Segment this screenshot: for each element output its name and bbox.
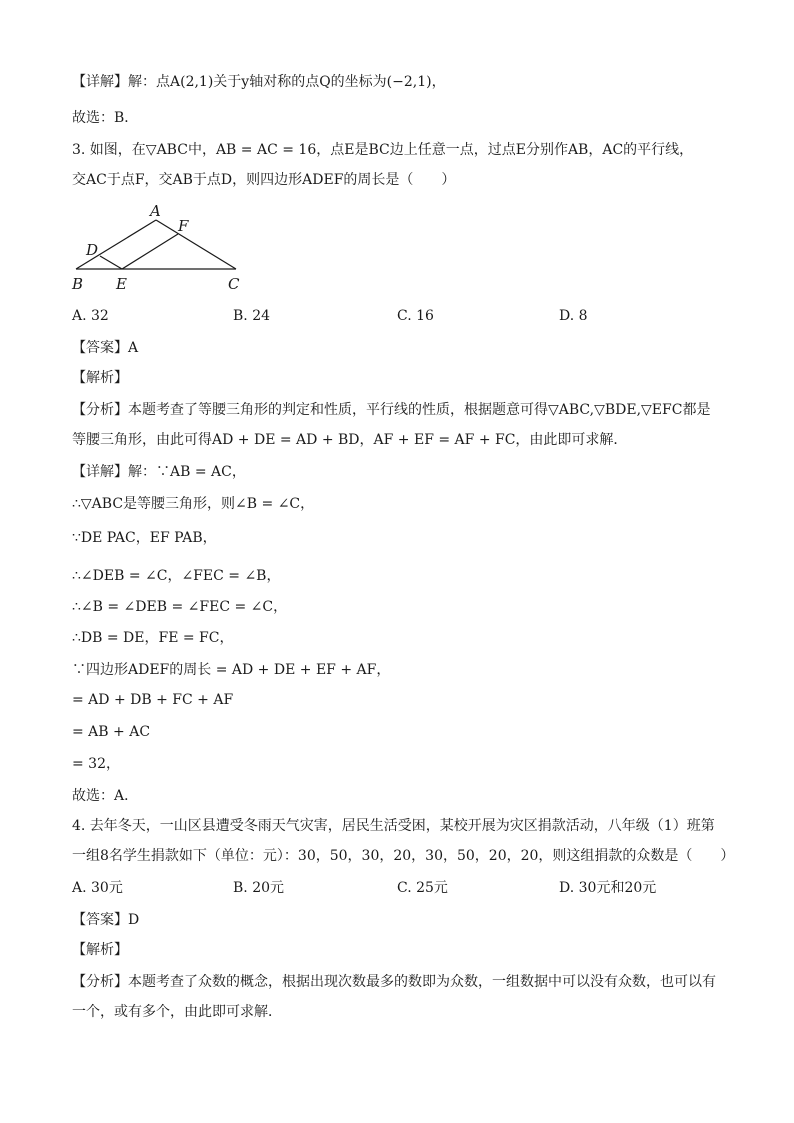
label-c: C [228,275,240,293]
question-3-options [72,306,732,326]
analysis-line-2-q4: 一个，或有多个，由此即可求解． [72,1004,282,1020]
segment-de [100,256,122,269]
option-c: C. 25元 [397,880,448,896]
answer-label-q3: 【答案】A [72,340,139,356]
detail-step-8: = AD + DB + FC + AF [72,692,234,708]
option-d: D. 8 [559,308,588,324]
question-3-line-1: 3. 如图，在▽ABC中，AB = AC = 16，点E是BC边上任意一点，过点E分别作AB，AC的平行线， [72,142,694,158]
triangle-figure [68,201,258,293]
question-3-line-2: 交AC于点F，交AB于点D，则四边形ADEF的周长是（ ） [72,172,456,188]
option-a: A. 30元 [72,880,123,896]
analysis-line-1-q4: 【分析】本题考查了众数的概念，根据出现次数最多的数即为众数，一组数据中可以没有众数，也可以有 [72,974,716,990]
analysis-line-1-q3: 【分析】本题考查了等腰三角形的判定和性质，平行线的性质，根据题意可得▽ABC,▽BDE,▽EFC都是 [72,402,711,418]
answer-choice-q3: 故选：A． [72,788,139,804]
detail-step-1: 【详解】解：∵AB = AC， [72,464,246,480]
option-a: A. 32 [72,308,109,324]
option-b: B. 24 [233,308,271,324]
answer-choice-q2: 故选：B． [72,110,139,126]
question-4-options [72,878,732,898]
option-d: D. 30元和20元 [559,880,657,896]
detail-step-5: ∴∠B = ∠DEB = ∠FEC = ∠C， [72,599,288,615]
detail-line-q2: 【详解】解：点A(2,1)关于y轴对称的点Q的坐标为(−2,1)， [72,74,446,90]
segment-ac [156,220,236,269]
analysis-line-2-q3: 等腰三角形，由此可得AD + DE = AD + BD，AF + EF = AF + FC，由此即可求解． [72,432,628,448]
detail-step-3: ∵DE PAC，EF PAB， [72,530,217,546]
detail-step-2: ∴▽ABC是等腰三角形，则∠B = ∠C， [72,496,315,512]
option-b: B. 20元 [233,880,285,896]
question-4-line-2: 一组8名学生捐款如下（单位：元）：30，50，30，20，30，50，20，20，则这组捐款的众数是（ ） [72,848,735,864]
answer-label-q4: 【答案】D [72,912,140,928]
detail-step-7: ∵四边形ADEF的周长 = AD + DE + EF + AF， [72,662,391,678]
option-c: C. 16 [397,308,434,324]
analysis-label-q3: 【解析】 [72,370,128,386]
label-d: D [86,241,99,259]
detail-step-9: = AB + AC [72,724,151,740]
detail-step-4: ∴∠DEB = ∠C，∠FEC = ∠B， [72,568,281,584]
question-4-line-1: 4. 去年冬天，一山区县遭受冬雨天气灾害，居民生活受困，某校开展为灾区捐款活动，八年级（1）班第 [72,818,715,834]
analysis-label-q4: 【解析】 [72,942,128,958]
detail-step-10: = 32， [72,756,120,772]
label-a: A [150,202,161,220]
label-b: B [72,275,84,293]
detail-step-6: ∴DB = DE，FE = FC， [72,630,234,646]
segment-ef [122,234,178,269]
label-f: F [178,217,189,235]
label-e: E [116,275,127,293]
